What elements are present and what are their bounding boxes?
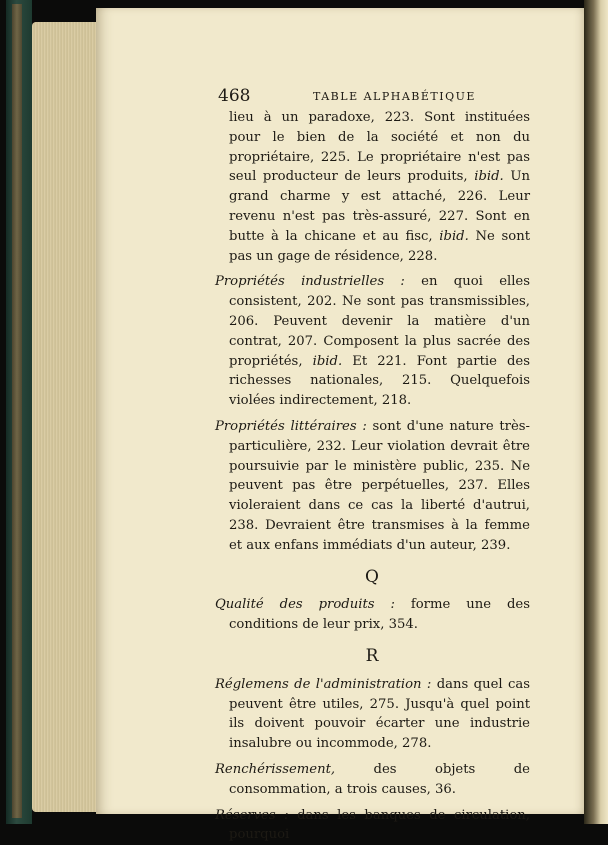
page-stack-edge	[32, 22, 98, 812]
letter-heading-r: R	[215, 647, 530, 667]
entry-text: des objets de consommation, a trois causes, 36.	[229, 762, 530, 797]
entry-term: Propriétés littéraires :	[215, 419, 367, 434]
entry-term: Renchérissement,	[215, 762, 335, 777]
entry-text: dans quel cas peuvent être utiles, 275. Jusqu'à quel point ils doivent pouvoir écarter une industrie insalubre ou incommode, 278.	[229, 677, 530, 751]
running-title: TABLE ALPHABÉTIQUE	[313, 90, 476, 103]
index-entry-rencherissement	[215, 760, 530, 800]
entry-text: lieu à un paradoxe, 223. Sont instituées pour le bien de la société et non du propriétaire, 225. Le propriétaire n'est pas seul producteur de leurs produits,	[229, 110, 530, 184]
index-entry-continuation	[215, 108, 530, 266]
entry-text: en quoi elles consistent, 202. Ne sont pas transmissibles, 206. Peuvent devenir la matière d'un contrat, 207. Composent la plus sacrée des propriétés,	[229, 274, 530, 368]
entry-text: forme une des conditions de leur prix, 354.	[229, 597, 530, 632]
index-entry-proprietes-litteraires	[215, 417, 530, 556]
entry-text: Un grand charme y est attaché, 226. Leur revenu n'est pas très-assuré, 227. Sont en butte à la chicane et au fisc,	[229, 169, 530, 243]
letter-heading-q: Q	[215, 568, 530, 588]
book-cover-edge	[6, 0, 32, 824]
entry-text: Et 221. Font partie des richesses nationales, 215. Quelquefois violées indirectement, 218.	[229, 354, 530, 409]
index-entry-proprietes-industrielles	[215, 272, 530, 411]
entry-text: Ne sont pas un gage de résidence, 228.	[229, 229, 530, 264]
entry-term: Propriétés industrielles :	[215, 274, 405, 289]
entry-term: Qualité des produits :	[215, 597, 395, 612]
index-text	[215, 108, 530, 845]
index-entry-reglemens	[215, 675, 530, 754]
running-head	[218, 86, 528, 108]
index-entry-reserves	[215, 806, 530, 845]
page-number: 468	[218, 86, 250, 106]
ibid-reference: ibid.	[474, 169, 504, 184]
facing-page-edge	[584, 0, 608, 824]
entry-text: sont d'une nature très-particulière, 232. Leur violation devrait être poursuivie par le ministère public, 235. Ne peuvent pas être perpétuelles, 237. Elles violeraient dans ce cas la liberté d'autrui, 238. Devraient être transmises à la femme et aux enfans immédiats d'un auteur, 239.	[229, 419, 530, 553]
binding-band	[12, 4, 22, 818]
entry-text: dans les banques de circulation, pourquoi	[229, 808, 530, 843]
entry-term: Réserves :	[215, 808, 289, 823]
entry-term: Réglemens de l'administration :	[215, 677, 431, 692]
ibid-reference: ibid.	[313, 354, 343, 369]
ibid-reference: ibid.	[439, 229, 469, 244]
index-entry-qualite-des-produits	[215, 595, 530, 635]
